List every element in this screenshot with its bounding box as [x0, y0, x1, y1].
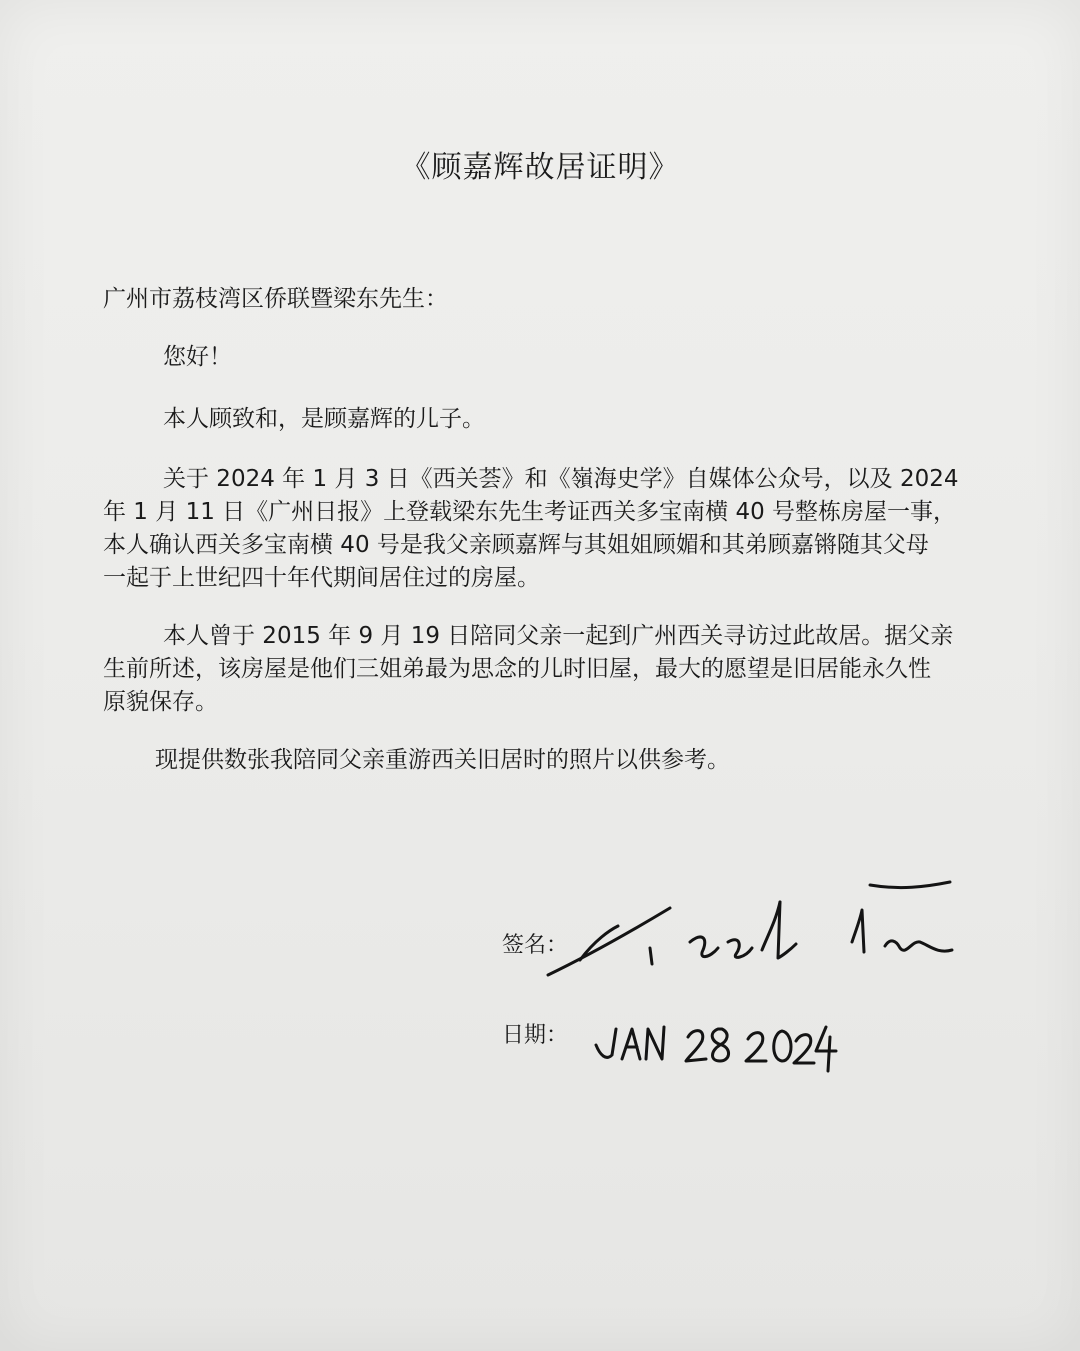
letter-title: 《顾嘉辉故居证明》 [400, 150, 680, 185]
paragraph-1-line: 本人确认西关多宝南横 40 号是我父亲顾嘉辉与其姐姐顾媚和其弟顾嘉锵随其父母 [103, 532, 929, 558]
paragraph-2-line: 原貌保存。 [103, 689, 218, 715]
handwritten-date [590, 1015, 840, 1075]
salutation: 广州市荔枝湾区侨联暨梁东先生： [103, 286, 448, 312]
signature-label: 签名： [502, 933, 569, 958]
date-label: 日期： [502, 1023, 569, 1048]
paragraph-1-line: 年 1 月 11 日《广州日报》上登载梁东先生考证西关多宝南横 40 号整栋房屋一事， [103, 499, 957, 525]
intro-paragraph: 本人顾致和，是顾嘉辉的儿子。 [163, 406, 485, 432]
paragraph-2-line: 生前所述，该房屋是他们三姐弟最为思念的儿时旧屋，最大的愿望是旧居能永久性 [103, 656, 931, 682]
paragraph-1-line: 关于 2024 年 1 月 3 日《西关荟》和《嶺海史学》自媒体公众号，以及 2024 [163, 466, 959, 492]
handwritten-signature [540, 880, 970, 990]
paragraph-2-line: 本人曾于 2015 年 9 月 19 日陪同父亲一起到广州西关寻访过此故居。据父亲 [163, 623, 954, 649]
paragraph-1-line: 一起于上世纪四十年代期间居住过的房屋。 [103, 565, 540, 591]
paragraph-3: 现提供数张我陪同父亲重游西关旧居时的照片以供参考。 [155, 747, 730, 773]
greeting: 您好！ [163, 344, 232, 370]
